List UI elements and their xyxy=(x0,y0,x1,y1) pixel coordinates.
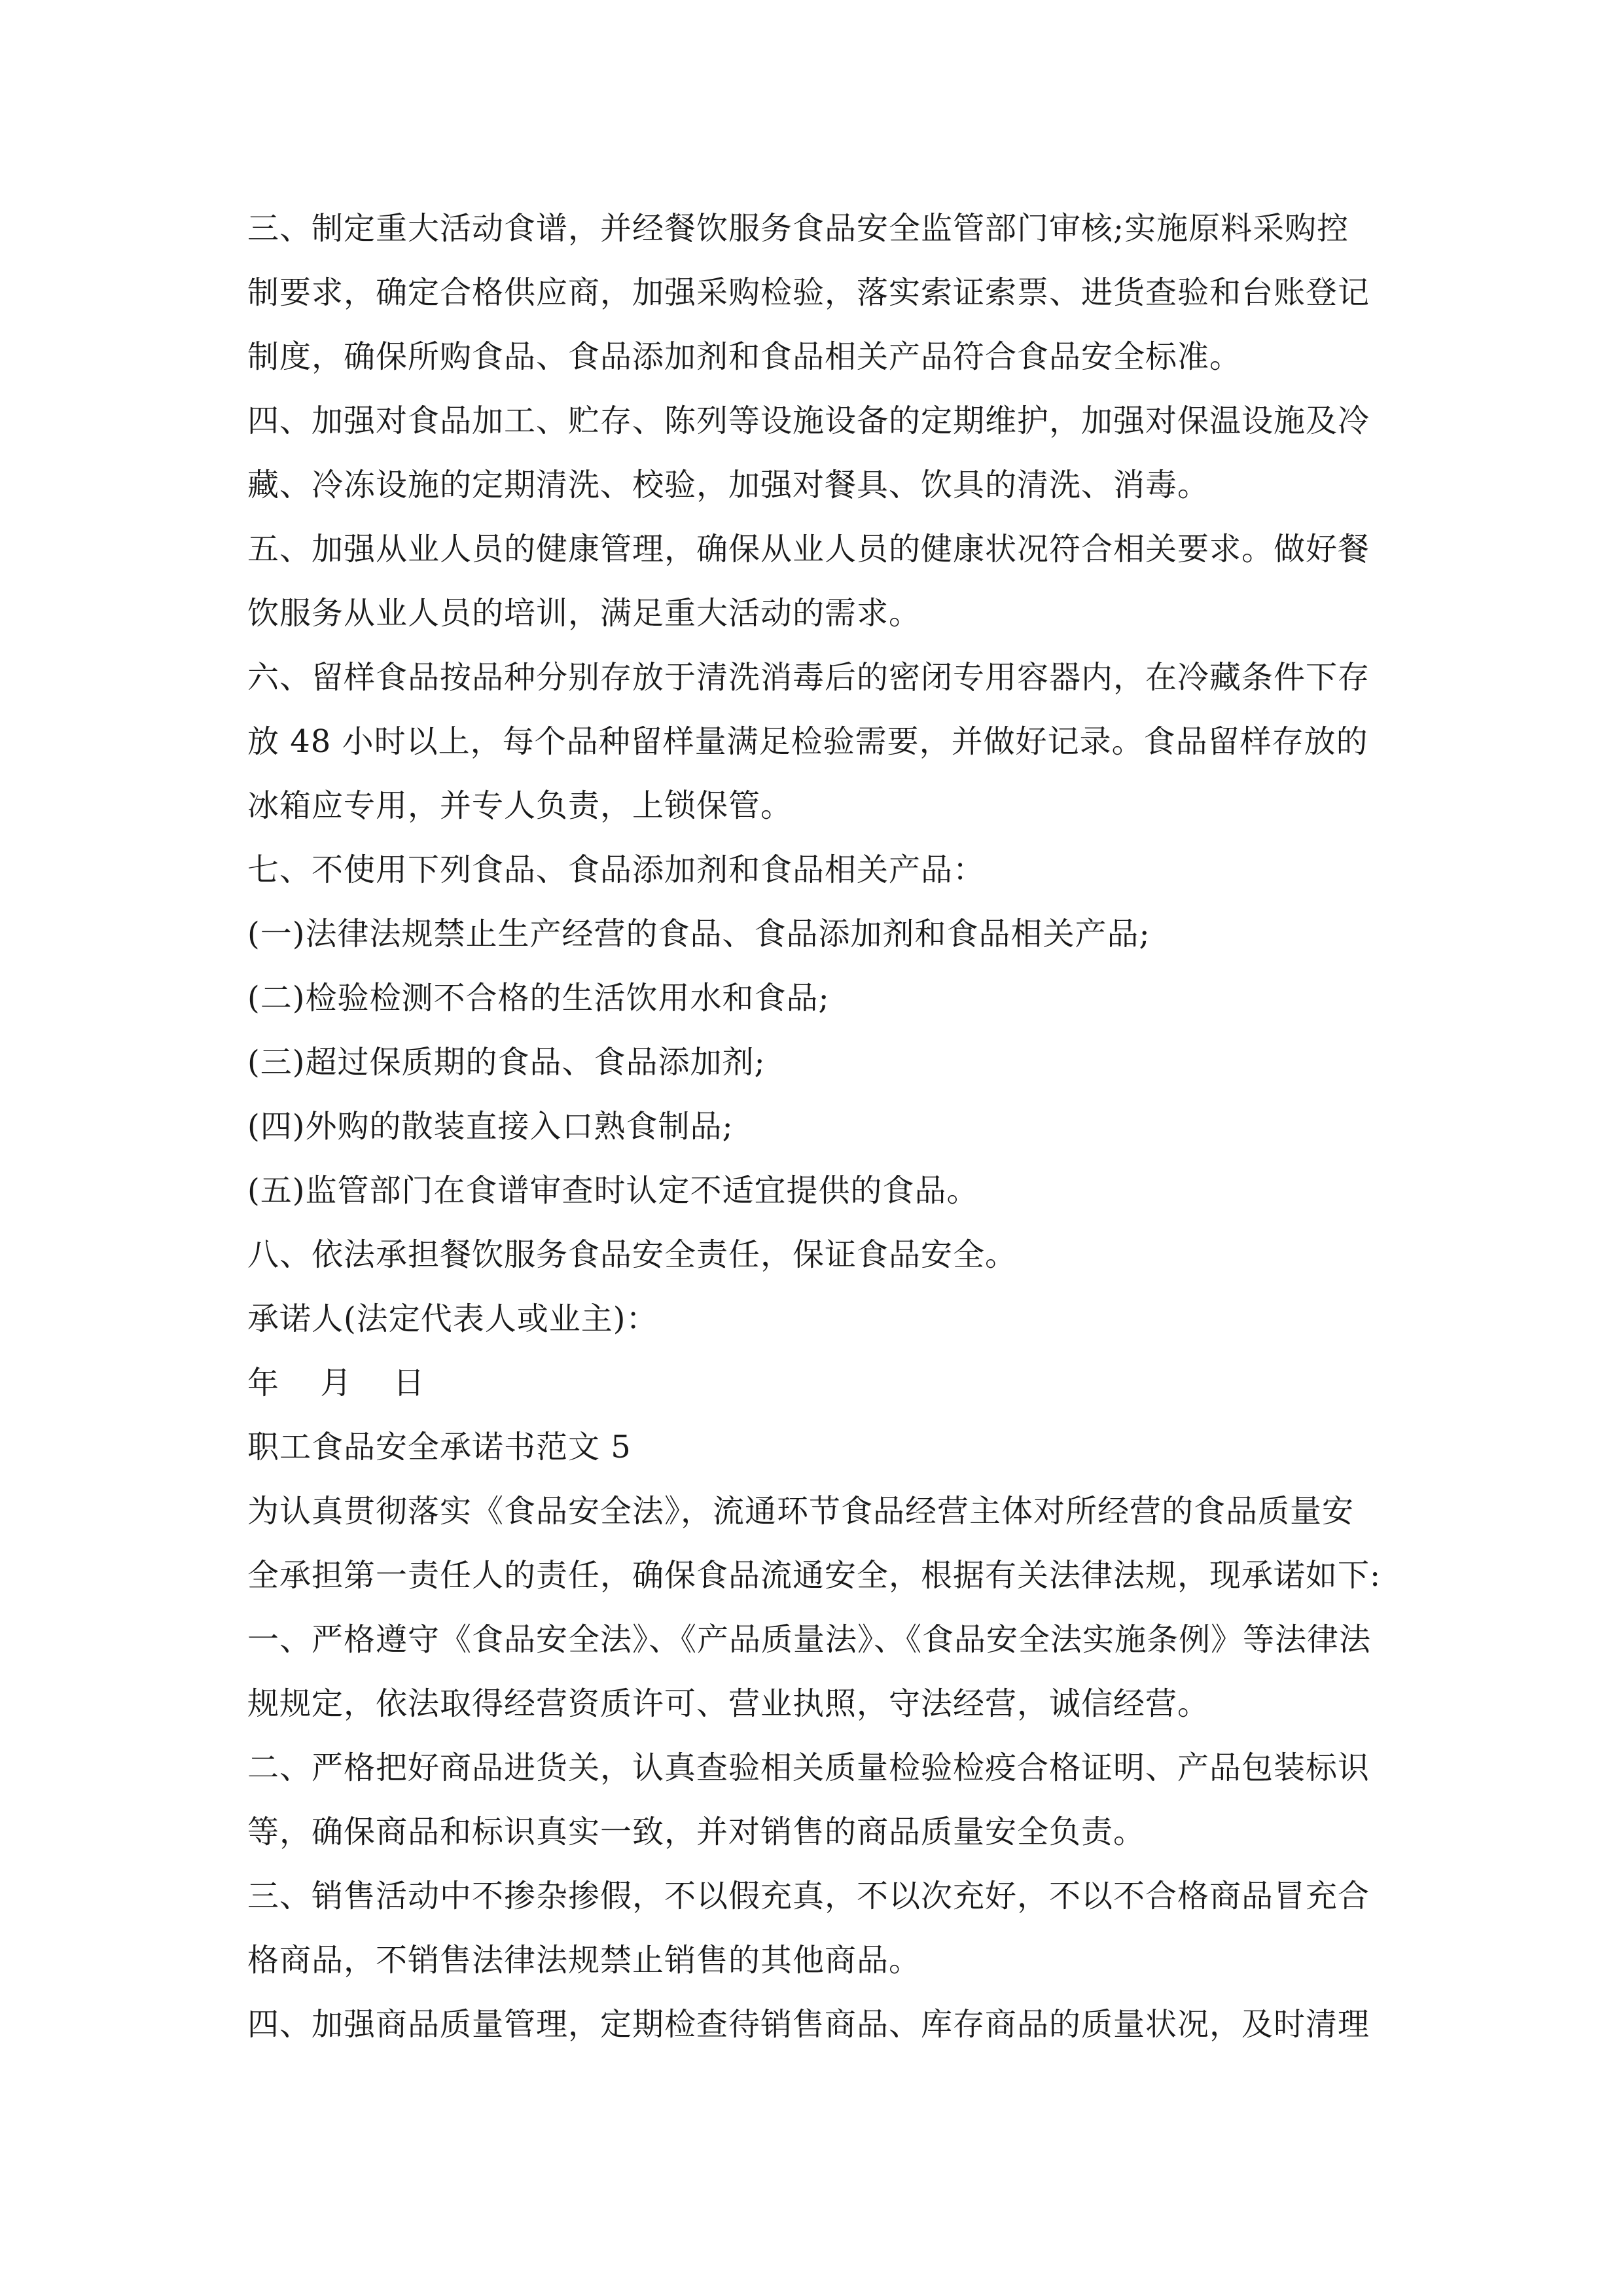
text-line: 七、不使用下列食品、食品添加剂和食品相关产品： xyxy=(247,852,986,888)
text-line: 藏、冷冻设施的定期清洗、校验，加强对餐具、饮具的清洗、消毒。 xyxy=(247,467,1210,503)
text-line: 六、留样食品按品种分别存放于清洗消毒后的密闭专用容器内，在冷藏条件下存 xyxy=(247,659,1370,696)
list-item: (四)外购的散装直接入口熟食制品; xyxy=(247,1108,734,1145)
text-line: 放 48 小时以上，每个品种留样量满足检验需要，并做好记录。食品留样存放的 xyxy=(247,723,1368,760)
text-line: 制度，确保所购食品、食品添加剂和食品相关产品符合食品安全标准。 xyxy=(247,338,1242,375)
text-line: 规规定，依法取得经营资质许可、营业执照，守法经营，诚信经营。 xyxy=(247,1685,1210,1722)
text-line: 饮服务从业人员的培训，满足重大活动的需求。 xyxy=(247,595,921,632)
text-line: 一、严格遵守《食品安全法》、《产品质量法》、《食品安全法实施条例》等法律法 xyxy=(247,1621,1372,1658)
text-line: 八、依法承担餐饮服务食品安全责任，保证食品安全。 xyxy=(247,1236,1018,1273)
date-month-label: 月 xyxy=(320,1365,353,1401)
list-item: (五)监管部门在食谱审查时认定不适宜提供的食品。 xyxy=(247,1172,979,1209)
text-line: 三、销售活动中不掺杂掺假，不以假充真，不以次充好，不以不合格商品冒充合 xyxy=(247,1878,1370,1914)
document-body xyxy=(247,196,1380,2056)
section-title: 职工食品安全承诺书范文 5 xyxy=(247,1429,632,1465)
text-line: 为认真贯彻落实《食品安全法》，流通环节食品经营主体对所经营的食品质量安 xyxy=(247,1493,1355,1530)
signatory-line: 承诺人(法定代表人或业主)： xyxy=(247,1300,658,1337)
text-line: 等，确保商品和标识真实一致，并对销售的商品质量安全负责。 xyxy=(247,1814,1146,1850)
date-year-label: 年 xyxy=(247,1365,280,1401)
text-line: 全承担第一责任人的责任，确保食品流通安全，根据有关法律法规，现承诺如下: xyxy=(247,1557,1382,1594)
text-line: 冰箱应专用，并专人负责，上锁保管。 xyxy=(247,787,793,824)
list-item: (二)检验检测不合格的生活饮用水和食品; xyxy=(247,980,830,1016)
text-line: 制要求，确定合格供应商，加强采购检验，落实索证索票、进货查验和台账登记 xyxy=(247,274,1370,311)
date-day-label: 日 xyxy=(393,1365,425,1401)
date-line xyxy=(247,1351,1380,1415)
text-line: 三、制定重大活动食谱，并经餐饮服务食品安全监管部门审核;实施原料采购控 xyxy=(247,210,1349,247)
text-line: 四、加强对食品加工、贮存、陈列等设施设备的定期维护，加强对保温设施及冷 xyxy=(247,403,1370,439)
text-line: 四、加强商品质量管理，定期检查待销售商品、库存商品的质量状况，及时清理 xyxy=(247,2006,1370,2043)
list-item: (三)超过保质期的食品、食品添加剂; xyxy=(247,1044,766,1081)
list-item: (一)法律法规禁止生产经营的食品、食品添加剂和食品相关产品; xyxy=(247,916,1150,952)
text-line: 格商品，不销售法律法规禁止销售的其他商品。 xyxy=(247,1942,921,1979)
text-line: 五、加强从业人员的健康管理，确保从业人员的健康状况符合相关要求。做好餐 xyxy=(247,531,1370,567)
text-line: 二、严格把好商品进货关，认真查验相关质量检验检疫合格证明、产品包装标识 xyxy=(247,1749,1370,1786)
